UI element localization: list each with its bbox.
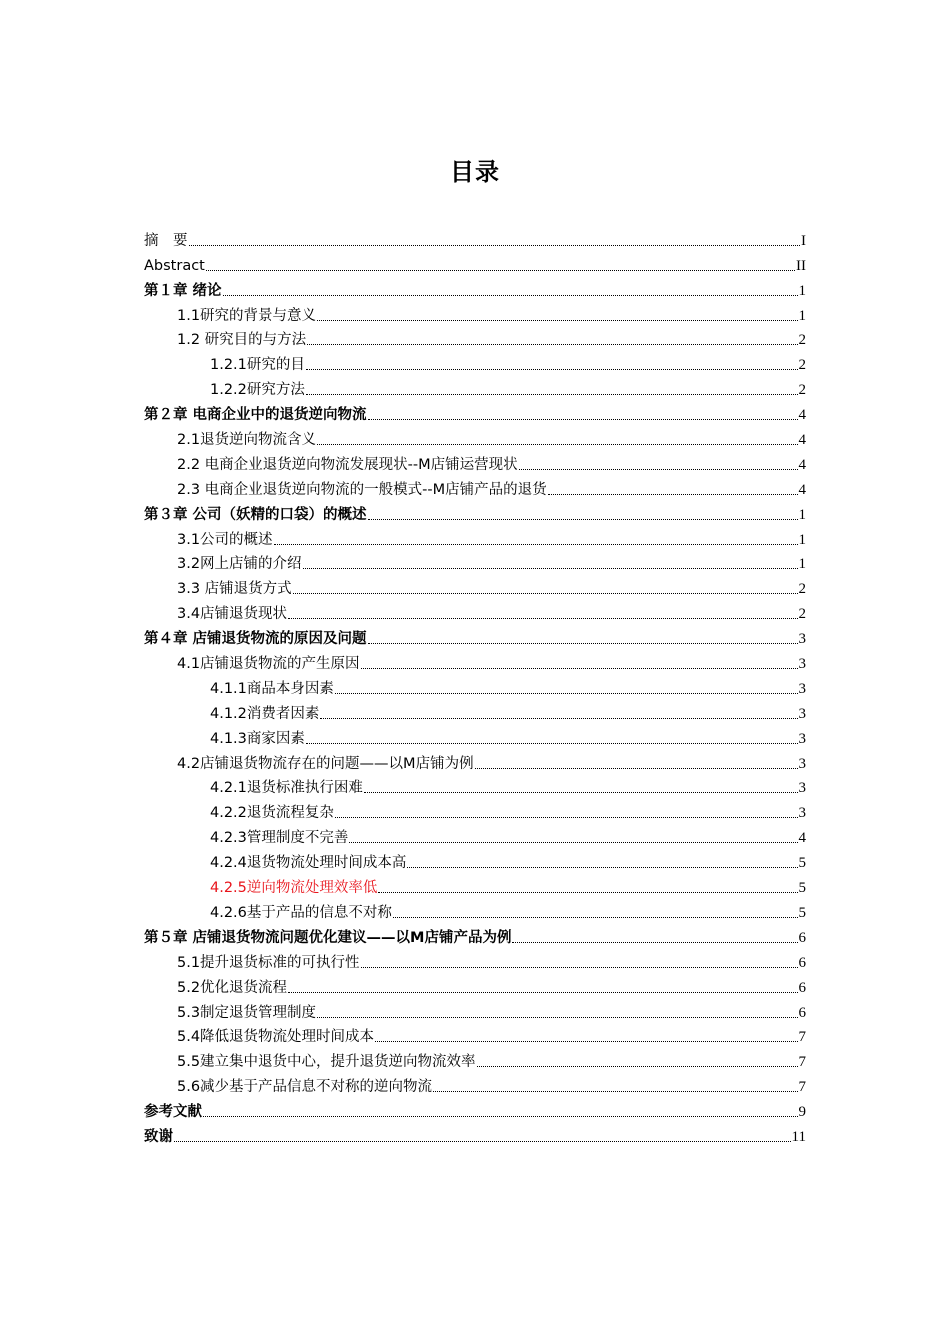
toc-entry-title: 第３章 公司（妖精的口袋）的概述 bbox=[144, 506, 367, 523]
dot-leader bbox=[393, 917, 798, 918]
toc-entry[interactable] bbox=[144, 872, 806, 897]
toc-entry-page-number: 4 bbox=[798, 407, 806, 424]
toc-entry[interactable] bbox=[144, 997, 806, 1022]
toc-entry-title: 5.2优化退货流程 bbox=[177, 979, 288, 996]
dot-leader bbox=[306, 394, 798, 395]
toc-entry-title: 4.2.2退货流程复杂 bbox=[210, 805, 334, 822]
toc-entry-page-number: 5 bbox=[798, 880, 806, 897]
toc-entry-page-number: 1 bbox=[798, 506, 806, 523]
toc-entry-title: 3.1公司的概述 bbox=[177, 531, 273, 548]
toc-entry[interactable] bbox=[144, 549, 806, 574]
toc-entry-page-number: 1 bbox=[798, 307, 806, 324]
dot-leader bbox=[317, 320, 797, 321]
toc-entry-page-number: 3 bbox=[798, 705, 806, 722]
dot-leader bbox=[293, 593, 798, 594]
dot-leader bbox=[317, 1017, 797, 1018]
dot-leader bbox=[206, 270, 795, 271]
toc-entry-title: 4.2.4退货物流处理时间成本高 bbox=[210, 855, 407, 872]
toc-entry[interactable] bbox=[144, 797, 806, 822]
toc-entry-title: Abstract bbox=[144, 257, 205, 274]
toc-entry-title: 1.2 研究目的与方法 bbox=[177, 332, 307, 349]
toc-entry[interactable] bbox=[144, 698, 806, 723]
dot-leader bbox=[303, 568, 798, 569]
toc-entry-page-number: 3 bbox=[798, 805, 806, 822]
toc-entry[interactable] bbox=[144, 499, 806, 524]
toc-entry[interactable] bbox=[144, 1022, 806, 1047]
toc-entry-page-number: 3 bbox=[798, 780, 806, 797]
toc-entry-page-number: 3 bbox=[798, 656, 806, 673]
dot-leader bbox=[307, 344, 797, 345]
dot-leader bbox=[364, 792, 798, 793]
toc-entry[interactable] bbox=[144, 524, 806, 549]
toc-entry-page-number: 3 bbox=[798, 631, 806, 648]
dot-leader bbox=[203, 1116, 798, 1117]
toc-entry-page-number: 5 bbox=[798, 904, 806, 921]
toc-entry-title: 4.1.2消费者因素 bbox=[210, 705, 320, 722]
toc-entry[interactable] bbox=[144, 773, 806, 798]
toc-entry-title: 5.3制定退货管理制度 bbox=[177, 1004, 317, 1021]
toc-entry-title: 3.2网上店铺的介绍 bbox=[177, 556, 302, 573]
toc-entry-page-number: I bbox=[801, 232, 806, 249]
toc-entry[interactable] bbox=[144, 424, 806, 449]
toc-entry-page-number: 9 bbox=[798, 1104, 806, 1121]
toc-entry[interactable] bbox=[144, 648, 806, 673]
toc-entry-page-number: 3 bbox=[798, 730, 806, 747]
toc-entry[interactable] bbox=[144, 922, 806, 947]
toc-entry[interactable] bbox=[144, 325, 806, 350]
toc-entry-page-number: 7 bbox=[798, 1029, 806, 1046]
toc-entry-page-number: 4 bbox=[798, 456, 806, 473]
toc-entry-page-number: 3 bbox=[798, 680, 806, 697]
toc-entry-page-number: 2 bbox=[798, 382, 806, 399]
toc-entry-title: 致谢 bbox=[144, 1128, 173, 1145]
toc-entry-page-number: 2 bbox=[798, 332, 806, 349]
toc-entry[interactable] bbox=[144, 897, 806, 922]
dot-leader bbox=[306, 369, 798, 370]
toc-entry[interactable] bbox=[144, 1046, 806, 1071]
toc-entry-page-number: 1 bbox=[798, 282, 806, 299]
dot-leader bbox=[361, 668, 798, 669]
toc-entry-page-number: 4 bbox=[798, 830, 806, 847]
toc-entry-page-number: 4 bbox=[798, 432, 806, 449]
dot-leader bbox=[378, 892, 797, 893]
toc-entry-title: 5.5建立集中退货中心，提升退货逆向物流效率 bbox=[177, 1054, 476, 1071]
toc-entry-page-number: 4 bbox=[798, 481, 806, 498]
toc-entry-title: 3.3 店铺退货方式 bbox=[177, 581, 292, 598]
toc-entry[interactable] bbox=[144, 598, 806, 623]
dot-leader bbox=[433, 1091, 797, 1092]
toc-entry-title: 第５章 店铺退货物流问题优化建议——以M店铺产品为例 bbox=[144, 929, 512, 946]
toc-entry[interactable] bbox=[144, 275, 806, 300]
toc-entry[interactable] bbox=[144, 250, 806, 275]
toc-entry[interactable] bbox=[144, 723, 806, 748]
toc-entry-page-number: 11 bbox=[791, 1128, 806, 1145]
toc-entry-title: 1.1研究的背景与意义 bbox=[177, 307, 317, 324]
toc-entry-page-number: 3 bbox=[798, 755, 806, 772]
dot-leader bbox=[548, 494, 798, 495]
toc-entry[interactable] bbox=[144, 673, 806, 698]
toc-entry-title: 4.1.1商品本身因素 bbox=[210, 680, 334, 697]
dot-leader bbox=[475, 768, 798, 769]
toc-entry-title: 4.1.3商家因素 bbox=[210, 730, 305, 747]
toc-entry[interactable] bbox=[144, 349, 806, 374]
dot-leader bbox=[223, 295, 798, 296]
toc-entry-title: 第２章 电商企业中的退货逆向物流 bbox=[144, 407, 367, 424]
dot-leader bbox=[288, 992, 797, 993]
dot-leader bbox=[477, 1066, 798, 1067]
toc-entry[interactable] bbox=[144, 1071, 806, 1096]
dot-leader bbox=[174, 1141, 791, 1142]
toc-entry[interactable] bbox=[144, 947, 806, 972]
toc-entry[interactable] bbox=[144, 1121, 806, 1146]
toc-entry-page-number: 6 bbox=[798, 1004, 806, 1021]
toc-entry-title: 3.4店铺退货现状 bbox=[177, 606, 288, 623]
page-title: 目录 bbox=[450, 158, 500, 186]
dot-leader bbox=[361, 967, 798, 968]
dot-leader bbox=[317, 444, 797, 445]
toc-entry[interactable] bbox=[144, 748, 806, 773]
table-of-contents bbox=[144, 225, 806, 1146]
dot-leader bbox=[407, 867, 797, 868]
toc-entry[interactable] bbox=[144, 847, 806, 872]
toc-entry-page-number: 7 bbox=[798, 1079, 806, 1096]
toc-entry-title: 第１章 绪论 bbox=[144, 282, 222, 299]
toc-entry-page-number: 5 bbox=[798, 855, 806, 872]
toc-entry-page-number: 2 bbox=[798, 606, 806, 623]
toc-entry-title: 4.1店铺退货物流的产生原因 bbox=[177, 656, 360, 673]
toc-entry[interactable] bbox=[144, 225, 806, 250]
toc-entry-title: 摘 要 bbox=[144, 232, 188, 249]
dot-leader bbox=[320, 718, 797, 719]
toc-entry-title: 参考文献 bbox=[144, 1104, 202, 1121]
dot-leader bbox=[274, 544, 798, 545]
dot-leader bbox=[349, 842, 797, 843]
toc-entry-title: 2.3 电商企业退货逆向物流的一般模式--M店铺产品的退货 bbox=[177, 481, 547, 498]
dot-leader bbox=[512, 942, 797, 943]
toc-entry-title: 4.2.6基于产品的信息不对称 bbox=[210, 904, 392, 921]
toc-entry-title: 1.2.2研究方法 bbox=[210, 382, 305, 399]
toc-entry-title: 4.2.1退货标准执行困难 bbox=[210, 780, 363, 797]
toc-entry-title: 5.1提升退货标准的可执行性 bbox=[177, 954, 360, 971]
toc-entry-page-number: 6 bbox=[798, 979, 806, 996]
toc-entry-title: 2.2 电商企业退货逆向物流发展现状--M店铺运营现状 bbox=[177, 456, 518, 473]
dot-leader bbox=[306, 743, 798, 744]
toc-entry-title: 4.2.5逆向物流处理效率低 bbox=[210, 880, 378, 897]
toc-entry[interactable] bbox=[144, 449, 806, 474]
toc-entry[interactable] bbox=[144, 623, 806, 648]
toc-entry-page-number: 6 bbox=[798, 929, 806, 946]
dot-leader bbox=[335, 693, 798, 694]
toc-entry-title: 5.6减少基于产品信息不对称的逆向物流 bbox=[177, 1079, 433, 1096]
toc-entry-page-number: 1 bbox=[798, 531, 806, 548]
toc-entry-page-number: 2 bbox=[798, 581, 806, 598]
toc-entry[interactable] bbox=[144, 399, 806, 424]
dot-leader bbox=[519, 469, 798, 470]
toc-entry[interactable] bbox=[144, 474, 806, 499]
toc-entry-title: 第４章 店铺退货物流的原因及问题 bbox=[144, 631, 367, 648]
toc-entry[interactable] bbox=[144, 374, 806, 399]
toc-entry[interactable] bbox=[144, 822, 806, 847]
dot-leader bbox=[375, 1041, 797, 1042]
dot-leader bbox=[368, 643, 798, 644]
dot-leader bbox=[189, 245, 801, 246]
toc-entry-page-number: 2 bbox=[798, 357, 806, 374]
toc-entry[interactable] bbox=[144, 300, 806, 325]
toc-entry-title: 1.2.1研究的目 bbox=[210, 357, 305, 374]
toc-entry[interactable] bbox=[144, 573, 806, 598]
dot-leader bbox=[288, 618, 797, 619]
toc-entry-title: 2.1退货逆向物流含义 bbox=[177, 432, 317, 449]
toc-entry-page-number: 7 bbox=[798, 1054, 806, 1071]
toc-entry-page-number: 6 bbox=[798, 954, 806, 971]
toc-entry[interactable] bbox=[144, 1096, 806, 1121]
dot-leader bbox=[368, 519, 798, 520]
dot-leader bbox=[335, 817, 798, 818]
toc-entry[interactable] bbox=[144, 972, 806, 997]
toc-entry-page-number: 1 bbox=[798, 556, 806, 573]
toc-entry-title: 4.2店铺退货物流存在的问题——以M店铺为例 bbox=[177, 755, 474, 772]
toc-entry-title: 5.4降低退货物流处理时间成本 bbox=[177, 1029, 375, 1046]
toc-entry-page-number: II bbox=[796, 257, 806, 274]
toc-entry-title: 4.2.3管理制度不完善 bbox=[210, 830, 349, 847]
dot-leader bbox=[368, 419, 798, 420]
